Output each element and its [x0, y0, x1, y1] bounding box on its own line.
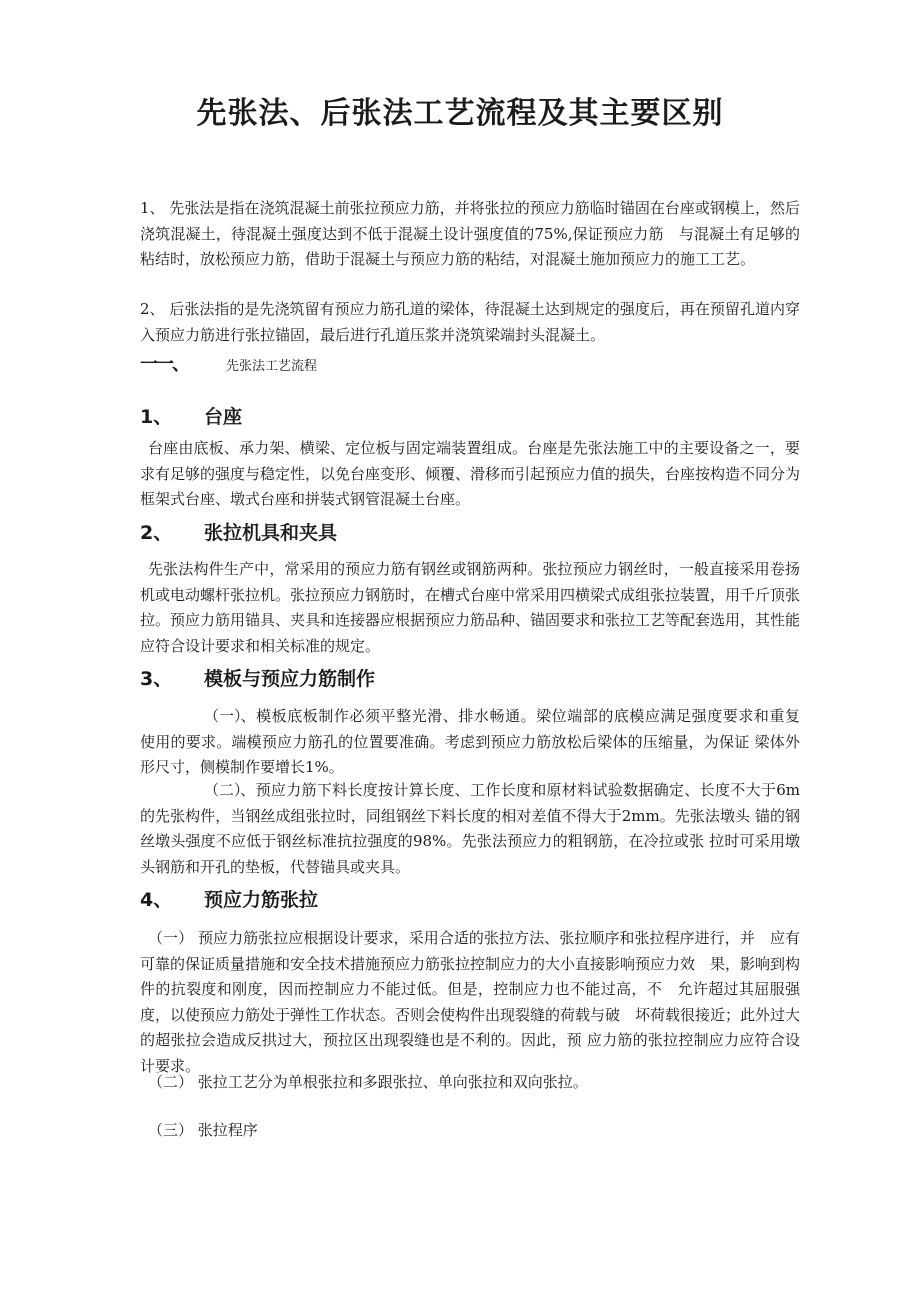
formwork-paragraph-1 — [140, 704, 816, 781]
intro-paragraph-2: 2、 后张法指的是先浇筑留有预应力筋孔道的梁体，待混凝土达到规定的强度后，再在预留孔道内穿入预应力筋进行张拉锚固，最后进行孔道压浆并浇筑梁端封头混凝土。 — [140, 300, 800, 344]
heading-number: 1、 — [140, 406, 173, 428]
tensioning-paragraph-2: （二） 张拉工艺分为单根张拉和多跟张拉、单向张拉和双向张拉。 — [148, 1073, 588, 1091]
document-title: 先张法、后张法工艺流程及其主要区别 — [196, 96, 724, 131]
heading-text: 台座 — [204, 406, 243, 428]
heading-number: 4、 — [140, 889, 173, 911]
formwork-paragraph-2 — [140, 778, 800, 880]
heading-pedestal — [140, 402, 242, 429]
heading-prestress-tensioning — [140, 885, 318, 912]
section-label: 先张法工艺流程 — [226, 359, 318, 374]
heading-number: 2、 — [140, 522, 173, 544]
heading-number: 3、 — [140, 668, 173, 690]
sub-text: 、预应力筋下料长度按计算长度、工作长度和原材料试验数据确定、长度不大于6m 的先张构件，当钢丝成组张拉时，同组钢丝下料长度的相对差值不得大于2mm。先张法墩头 锚的钢丝墩头强度不应低于钢丝标准抗拉强度的98%。先张法预应力的粗钢筋，在冷拉或张 拉时可采用墩头钢筋和开孔的垫板，代替锚具或夹具。 — [140, 781, 800, 876]
section-marker: 一一、 — [140, 354, 188, 375]
tensioning-paragraph-1: （一） 预应力筋张拉应根据设计要求，采用合适的张拉方法、张拉顺序和张拉程序进行，并 应有可靠的保证质量措施和安全技术措施预应力筋张拉控制应力的大小直接影响预应力效 果，影响到构件的抗裂度和刚度，因而控制应力不能过低。但是，控制应力也不能过高，不 允许超过其屈服强度，以使预应力筋处于弹性工作状态。否则会使构件出现裂缝的荷载与破 坏荷载很接近；此外过大的超张拉会造成反拱过大，预拉区出现裂缝也是不利的。因此，预 应力筋的张拉控制应力应符合设计要求。 — [140, 929, 801, 1075]
heading-text: 预应力筋张拉 — [204, 889, 319, 911]
tensioning-tools-paragraph: 先张法构件生产中，常采用的预应力筋有钢丝或钢筋两种。张拉预应力钢丝时，一般直接采用卷扬机或电动螺杆张拉机。张拉预应力钢筋时，在槽式台座中常采用四横梁式成组张拉装置，用千斤顶张拉。预应力筋用锚具、夹具和连接器应根据预应力筋品种、锚固要求和张拉工艺等配套选用，其性能应符合设计要求和相关标准的规定。 — [140, 560, 801, 655]
heading-text: 模板与预应力筋制作 — [204, 668, 376, 690]
section-heading-pretension-process — [140, 350, 317, 376]
heading-formwork — [140, 664, 375, 691]
intro-paragraph-1: 1、 先张法是指在浇筑混凝土前张拉预应力筋，并将张拉的预应力筋临时锚固在台座或钢模上，然后浇筑混凝土，待混凝土强度达到不低于混凝土设计强度值的75%,保证预应力筋 与混凝土有足够的粘结时，放松预应力筋，借助于混凝土与预应力筋的粘结，对混凝土施加预应力的施工工艺。 — [140, 199, 800, 268]
sub-label: （一） — [204, 707, 250, 725]
heading-text: 张拉机具和夹具 — [204, 522, 338, 544]
tensioning-paragraph-3: （三） 张拉程序 — [148, 1121, 258, 1139]
heading-tensioning-tools — [140, 518, 337, 545]
pedestal-paragraph: 台座由底板、承力架、横梁、定位板与固定端装置组成。台座是先张法施工中的主要设备之一，要求有足够的强度与稳定性，以免台座变形、倾覆、滑移而引起预应力值的损失，台座按构造不同分为框架式台座、墩式台座和拼装式钢管混凝土台座。 — [140, 439, 801, 508]
sub-label: （二） — [204, 781, 250, 799]
sub-text: 、模板底板制作必须平整光滑、排水畅通。梁位端部的底模应满足强度要求和重复 使用的要求。端模预应力筋孔的位置要准确。考虑到预应力筋放松后梁体的压缩量，为保证 梁体外形尺寸，侧模制作要增长1%。 — [140, 707, 816, 776]
